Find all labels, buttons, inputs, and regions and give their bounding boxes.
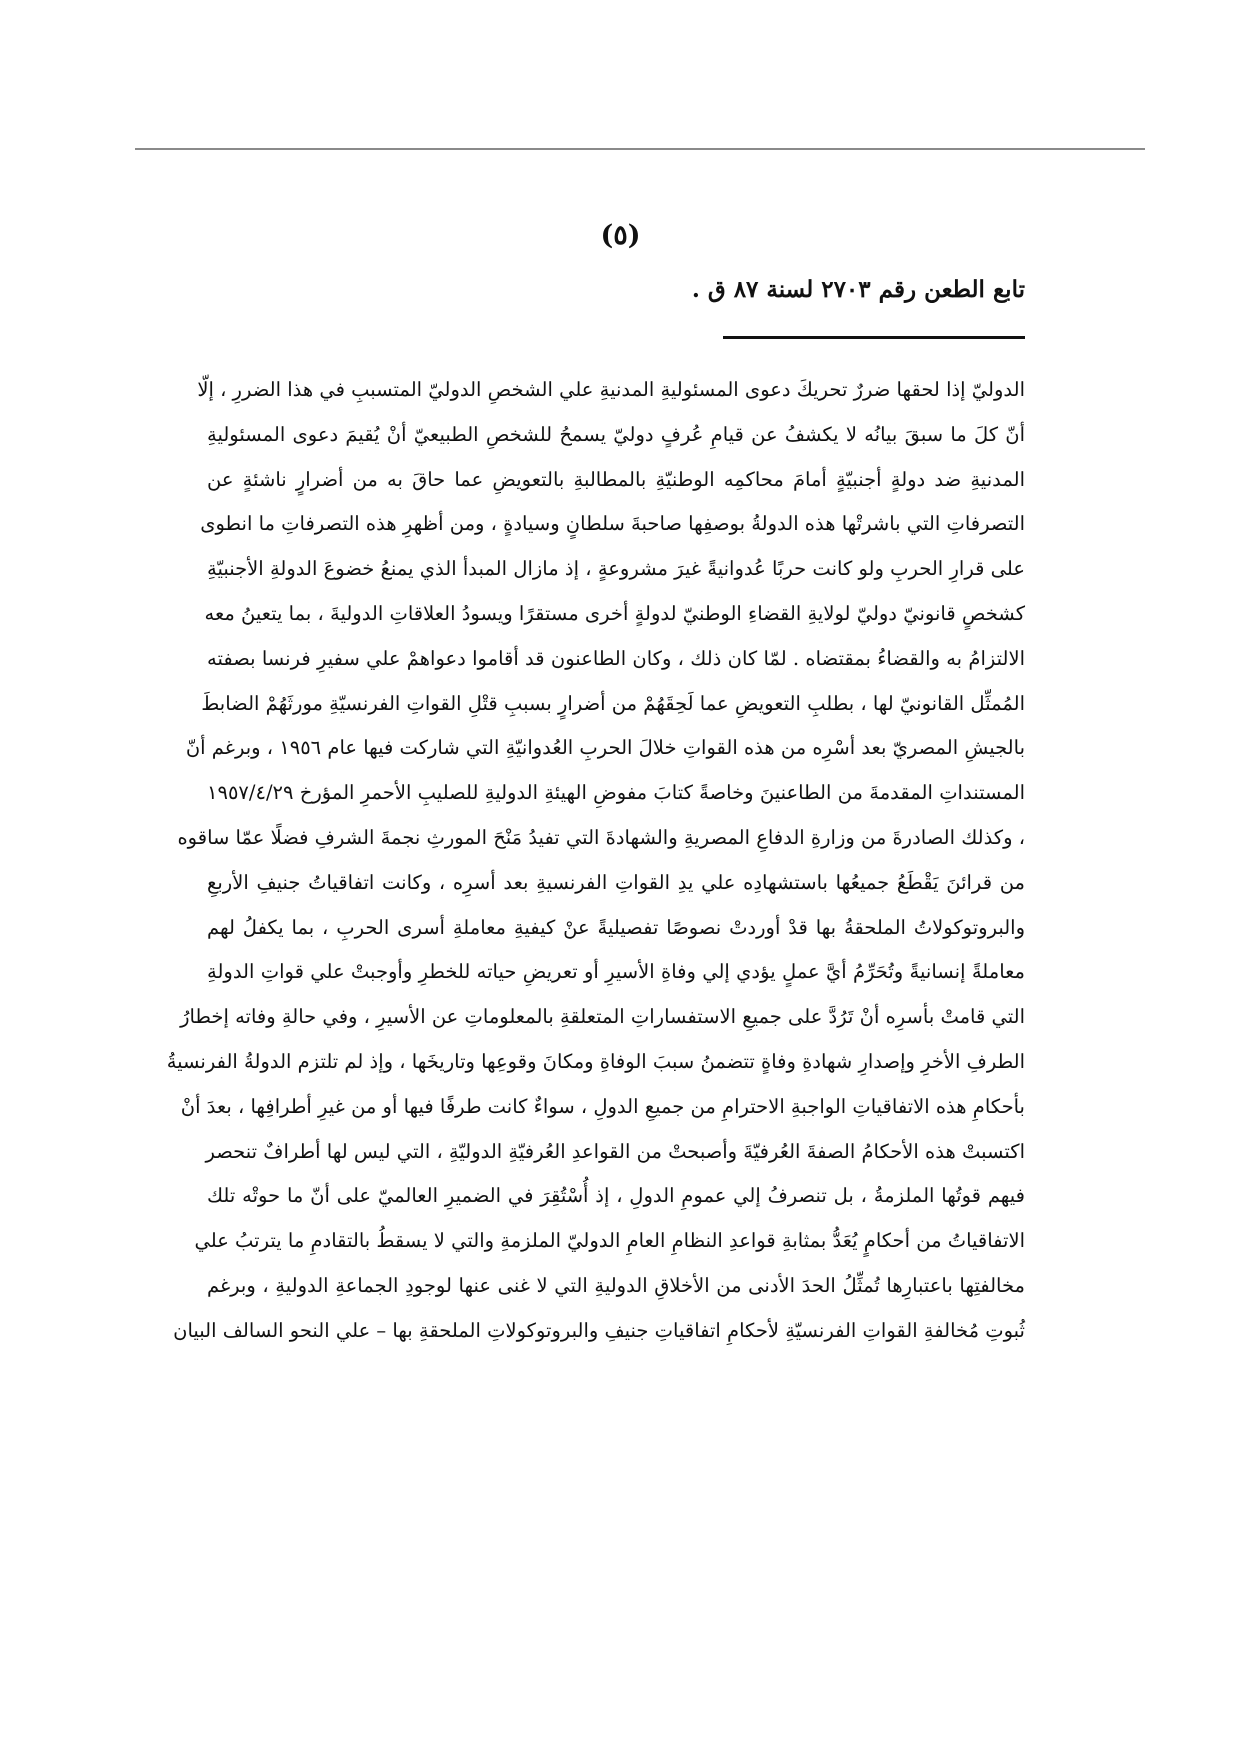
case-reference: تابع الطعن رقم ٢٧٠٣ لسنة ٨٧ ق . — [691, 276, 1025, 303]
top-rule — [135, 148, 1145, 150]
text-line: فيهم قوتُها الملزمةُ ، بل تنصرفُ إلي عمومِ الدولِ ، إذ أُسْتُقِرَ في الضميرِ العالميّ على أنّ ما حوتْه تلك — [207, 1184, 1025, 1208]
text-line: بأحكامِ هذه الاتفاقياتِ الواجبةِ الاحترامِ من جميعِ الدولِ ، سواءٌ كانت طرفًا فيها أو من غيرِ أطرافِها ، بعدَ أنْ — [180, 1094, 1025, 1118]
text-line: معاملةً إنسانيةً وتُحَرِّمُ أيَّ عملٍ يؤدي إلي وفاةِ الأسيرِ أو تعريضِ حياته للخطرِ وأوجبتْ علي قواتِ الدولةِ — [207, 960, 1025, 984]
text-line: التي قامتْ بأسرِه أنْ تَرُدَّ على جميعِ الاستفساراتِ المتعلقةِ بالمعلوماتِ عن الأسيرِ ، وفي حالةِ وفاته إخطارُ — [180, 1005, 1025, 1029]
text-line: الطرفِ الأخرِ وإصدارِ شهادةِ وفاةٍ تتضمنُ سببَ الوفاةِ ومكانَ وقوعِها وتاريخَها ، وإذ لم تلتزم الدولةُ الفرنسيةُ — [166, 1049, 1025, 1073]
text-line: الاتفاقياتُ من أحكامٍ يُعَدُّ بمثابةِ قواعدِ النظامِ العامِ الدوليّ الملزمةِ والتي لا يسقطُ بالتقادمِ ما يترتبُ علي — [194, 1229, 1025, 1253]
text-line: المستنداتِ المقدمةَ من الطاعنينَ وخاصةً كتابَ مفوضِ الهيئةِ الدوليةِ للصليبِ الأحمرِ المؤرخ ١٩٥٧/٤/٢٩ — [207, 781, 1025, 805]
text-line: المُمثِّل القانونيّ لها ، بطلبِ التعويضِ عما لَحِقَهُمْ من أضرارٍ بسببِ قتْلِ القواتِ الفرنسيّةِ مورثَهُمْ الضابطَ — [201, 691, 1025, 715]
text-line: الدوليّ إذا لحقها ضررٌ تحريكَ دعوى المسئوليةِ المدنيةِ علي الشخصِ الدوليّ المتسببِ في هذا الضررِ ، إلّا — [197, 378, 1025, 401]
text-line: ، وكذلك الصادرةَ من وزارةِ الدفاعِ المصريةِ والشهادةَ التي تفيدُ مَنْحَ المورثِ نجمةَ الشرفِ فضلًا عمّا ساقوه — [177, 825, 1025, 849]
text-line: التصرفاتِ التي باشرتْها هذه الدولةُ بوصفِها صاحبةَ سلطانٍ وسيادةٍ ، ومن أظهرِ هذه التصرفاتِ ما انطوى — [200, 512, 1025, 536]
text-line: المدنيةِ ضد دولةٍ أجنبيّةٍ أمامَ محاكمِه الوطنيّةِ بالمطالبةِ بالتعويضِ عما حاقَ به من أضرارٍ ناشئةٍ عن — [207, 467, 1025, 491]
text-line: أنّ كلَ ما سبقَ بيانُه لا يكشفُ عن قيامِ عُرفٍ دوليّ يسمحُ للشخصِ الطبيعيّ أنْ يُقيمَ دعوى المسئوليةِ — [207, 422, 1025, 446]
text-line: على قرارِ الحربِ ولو كانت حربًا عُدوانيةً غيرَ مشروعةٍ ، إذ مازال المبدأ الذي يمنعُ خضوعَ الدولةِ الأجنبيّةِ — [207, 557, 1025, 581]
text-line: مخالفتِها باعتبارِها تُمثِّلُ الحدَ الأدنى من الأخلاقِ الدوليةِ التي لا غنى عنها لوجودِ الجماعةِ الدوليةِ ، وبرغم — [207, 1273, 1025, 1297]
page-number: (٥) — [600, 220, 641, 251]
text-line: من قرائنَ يَقْطَعُ جميعُها باستشهادِه علي يدِ القواتِ الفرنسيةِ بعد أسرِه ، وكانت اتفاقياتُ جنيفِ الأربعِ — [207, 870, 1025, 894]
text-line: والبروتوكولاتُ الملحقةُ بها قدْ أوردتْ نصوصًا تفصيليةً عنْ كيفيةِ معاملةِ أسرى الحربِ ، بما يكفلُ لهم — [207, 915, 1025, 939]
text-line: كشخصٍ قانونيّ دوليّ لولايةِ القضاءِ الوطنيّ لدولةٍ أخرى مستقرًا ويسودُ العلاقاتِ الدوليةَ ، بما يتعينُ معه — [204, 601, 1025, 625]
text-line: اكتسبتْ هذه الأحكامُ الصفةَ العُرفيّةَ وأصبحتْ من القواعدِ العُرفيّةِ الدوليّةِ ، التي ليس لها أطرافٌ تنحصر — [205, 1139, 1025, 1163]
text-line: الالتزامُ به والقضاءُ بمقتضاه . لمّا كان ذلك ، وكان الطاعنون قد أقاموا دعواهمْ علي سفيرِ فرنسا بصفته — [207, 646, 1025, 670]
body-text — [166, 368, 1025, 1354]
header-underline — [723, 336, 1025, 339]
text-line: ثُبوتِ مُخالفةِ القواتِ الفرنسيّةِ لأحكامِ اتفاقياتِ جنيفِ والبروتوكولاتِ الملحقةِ بها – علي النحو السالف البيان — [173, 1318, 1025, 1342]
text-line: بالجيشِ المصريّ بعد أسْرِه من هذه القواتِ خلالَ الحربِ العُدوانيّةِ التي شاركت فيها عام ١٩٥٦ ، وبرغم أنّ — [185, 736, 1025, 760]
